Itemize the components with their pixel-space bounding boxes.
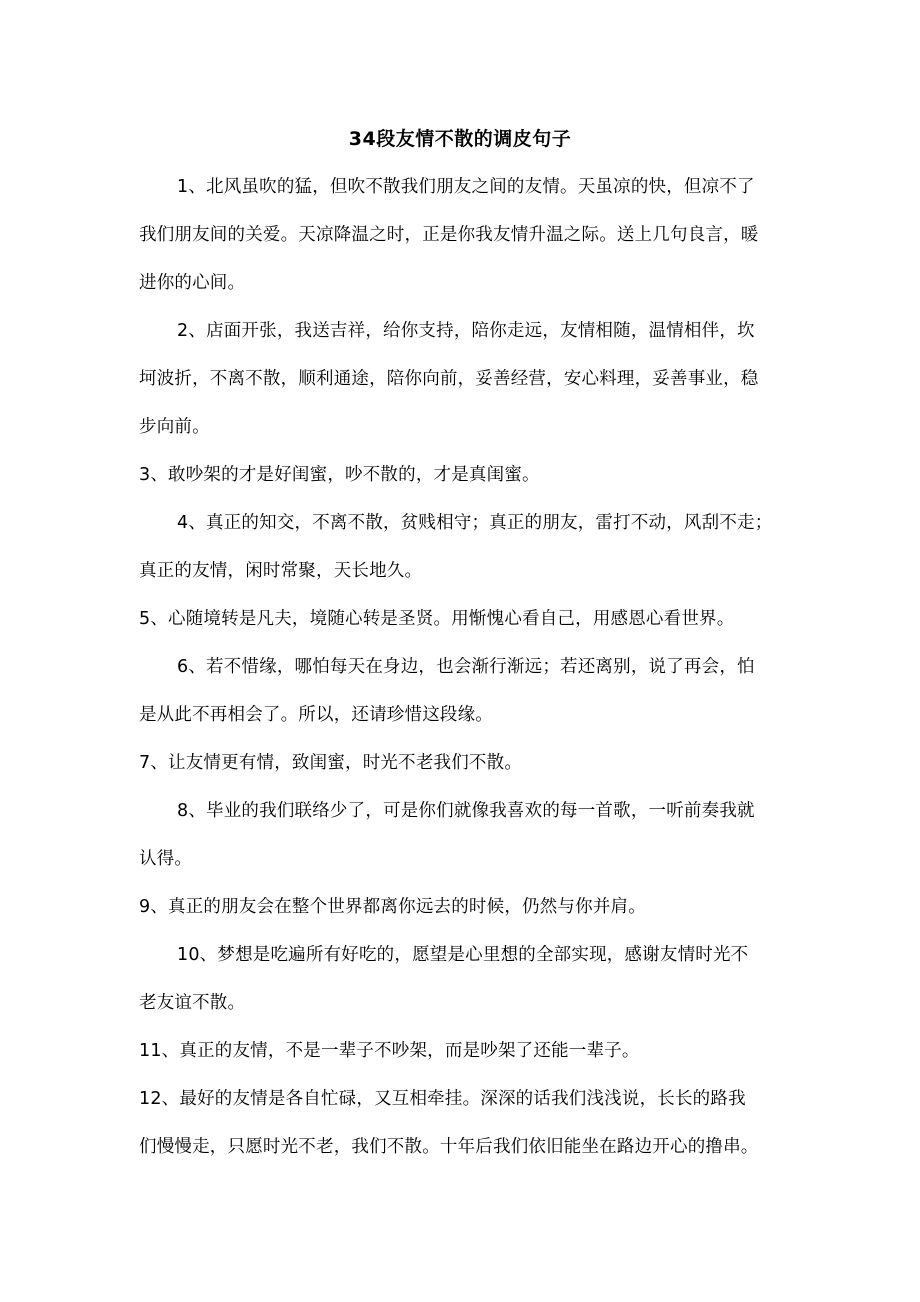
paragraph-12-line-2: 们慢慢走，只愿时光不老，我们不散。十年后我们依旧能坐在路边开心的撸串。 xyxy=(139,1137,759,1157)
document-title: 34段友情不散的调皮句子 xyxy=(348,128,572,150)
paragraph-2-line-1: 2、店面开张，我送吉祥，给你支持，陪你走远，友情相随，温情相伴，坎 xyxy=(177,321,755,341)
paragraph-6-line-2: 是从此不再相会了。所以，还请珍惜这段缘。 xyxy=(139,705,493,725)
paragraph-2-line-2: 坷波折，不离不散，顺利通途，陪你向前，妥善经营，安心料理，妥善事业，稳 xyxy=(139,369,759,389)
paragraph-6-line-1: 6、若不惜缘，哪怕每天在身边，也会渐行渐远；若还离别，说了再会，怕 xyxy=(177,657,755,677)
paragraph-9-line-1: 9、真正的朋友会在整个世界都离你远去的时候，仍然与你并肩。 xyxy=(139,897,646,917)
paragraph-1-line-1: 1、北风虽吹的猛，但吹不散我们朋友之间的友情。天虽凉的快，但凉不了 xyxy=(177,177,755,197)
paragraph-11-line-1: 11、真正的友情，不是一辈子不吵架，而是吵架了还能一辈子。 xyxy=(139,1041,640,1061)
paragraph-1-line-3: 进你的心间。 xyxy=(139,273,246,293)
paragraph-3-line-1: 3、敢吵架的才是好闺蜜，吵不散的，才是真闺蜜。 xyxy=(139,465,540,485)
paragraph-10-line-1: 10、梦想是吃遍所有好吃的，愿望是心里想的全部实现，感谢友情时光不 xyxy=(177,945,749,965)
paragraph-8-line-1: 8、毕业的我们联络少了，可是你们就像我喜欢的每一首歌，一听前奏我就 xyxy=(177,801,755,821)
paragraph-4-line-1: 4、真正的知交，不离不散，贫贱相守；真正的朋友，雷打不动，风刮不走； xyxy=(177,513,773,533)
paragraph-8-line-2: 认得。 xyxy=(139,849,193,869)
paragraph-2-line-3: 步向前。 xyxy=(139,417,210,437)
paragraph-10-line-2: 老友谊不散。 xyxy=(139,993,246,1013)
paragraph-1-line-2: 我们朋友间的关爱。天凉降温之时，正是你我友情升温之际。送上几句良言，暖 xyxy=(139,225,759,245)
paragraph-4-line-2: 真正的友情，闲时常聚，天长地久。 xyxy=(139,561,423,581)
paragraph-7-line-1: 7、让友情更有情，致闺蜜，时光不老我们不散。 xyxy=(139,753,523,773)
paragraph-12-line-1: 12、最好的友情是各自忙碌，又互相牵挂。深深的话我们浅浅说，长长的路我 xyxy=(139,1089,746,1109)
paragraph-5-line-1: 5、心随境转是凡夫，境随心转是圣贤。用惭愧心看自己，用感恩心看世界。 xyxy=(139,609,735,629)
